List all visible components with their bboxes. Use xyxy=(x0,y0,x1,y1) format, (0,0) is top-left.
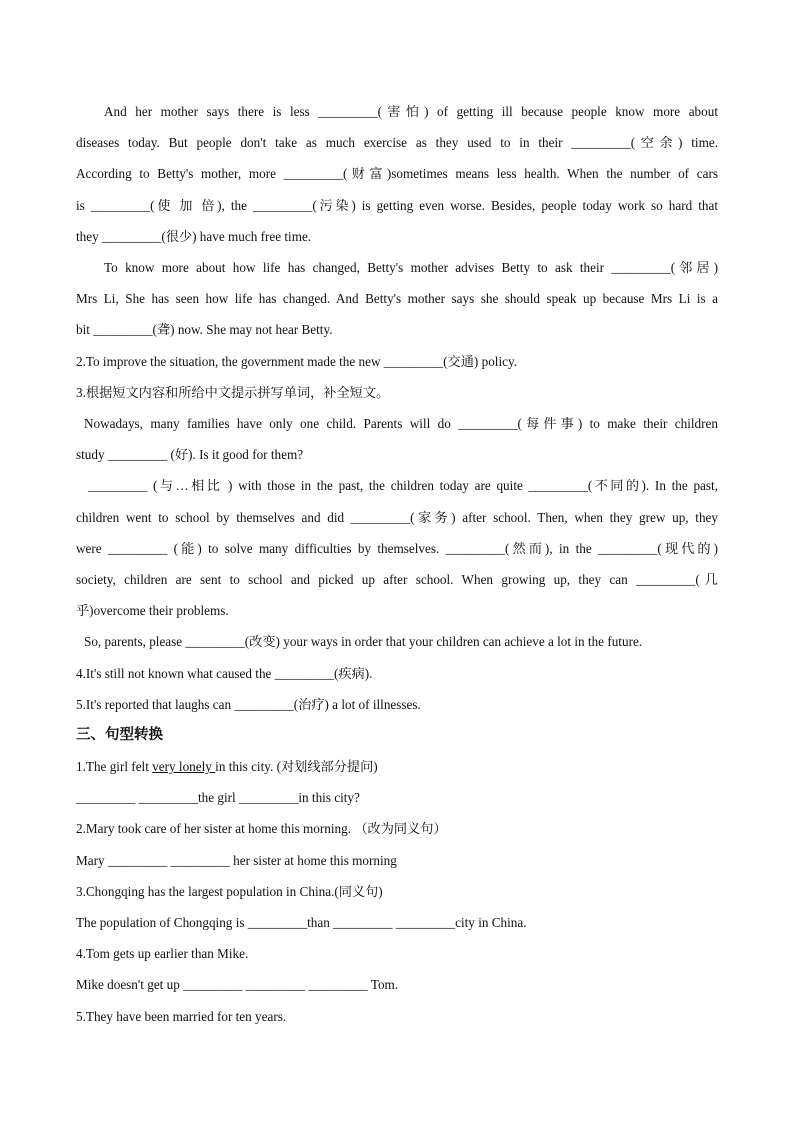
transform-q2-answer: Mary _________ _________ her sister at home this morning xyxy=(76,853,397,868)
passage-line: To know more about how life has changed, Betty's mother advises Betty to ask their _________(邻居) xyxy=(104,260,718,275)
transform-q4-answer: Mike doesn't get up _________ _________ _________ Tom. xyxy=(76,977,399,992)
transform-q1-prompt: 1.The girl felt very lonely in this city. (对划线部分提问) xyxy=(76,759,378,774)
passage-line: _________ (与…相比 ) with those in the past, the children today are quite _________(不同的). In the past, xyxy=(88,478,718,493)
question-4: 4.It's still not known what caused the _________(疾病). xyxy=(76,666,373,681)
passage-line: So, parents, please _________(改变) your ways in order that your children can achieve a lot in the future. xyxy=(84,634,643,649)
passage-line: were _________ (能) to solve many difficulties by themselves. _________(然而), in the _________(现代的) xyxy=(76,541,718,556)
passage-line: 乎)overcome their problems. xyxy=(76,603,229,618)
transform-q2-prompt: 2.Mary took care of her sister at home this morning. （改为同义句） xyxy=(76,821,447,836)
transform-q3-answer: The population of Chongqing is _________than _________ _________city in China. xyxy=(76,915,527,930)
instruction-3: 3.根据短文内容和所给中文提示拼写单词，补全短文。 xyxy=(76,385,390,400)
transform-q4-prompt: 4.Tom gets up earlier than Mike. xyxy=(76,946,249,961)
passage-line: bit _________(聋) now. She may not hear Betty. xyxy=(76,322,333,337)
passage-line: they _________(很少) have much free time. xyxy=(76,229,312,244)
question-2: 2.To improve the situation, the government made the new _________(交通) policy. xyxy=(76,354,518,369)
passage-line: Nowadays, many families have only one child. Parents will do _________(每件事) to make their children xyxy=(84,416,718,431)
passage-line: is _________(使 加 倍), the _________(污染) is getting even worse. Besides, people today work so hard that xyxy=(76,198,718,213)
passage-line: children went to school by themselves and did _________(家务) after school. Then, when they grew up, they xyxy=(76,510,718,525)
question-5: 5.It's reported that laughs can _________(治疗) a lot of illnesses. xyxy=(76,697,421,712)
transform-q3-prompt: 3.Chongqing has the largest population in China.(同义句) xyxy=(76,884,383,899)
transform-q5-prompt: 5.They have been married for ten years. xyxy=(76,1009,287,1024)
passage-line: society, children are sent to school and picked up after school. When growing up, they can _________(几 xyxy=(76,572,718,587)
passage-line: And her mother says there is less _________(害怕) of getting ill because people know more about xyxy=(104,104,718,119)
passage-line: Mrs Li, She has seen how life has changed. And Betty's mother says she should speak up because Mrs Li is a xyxy=(76,291,718,306)
transform-q1-answer: _________ _________the girl _________in this city? xyxy=(76,790,360,805)
passage-line: According to Betty's mother, more _________(财富)sometimes means less health. When the number of cars xyxy=(76,166,718,181)
section-title: 三、句型转换 xyxy=(76,727,163,743)
passage-line: study _________ (好). Is it good for them? xyxy=(76,447,304,462)
underlined-phrase: very lonely xyxy=(152,759,216,774)
passage-line: diseases today. But people don't take as much exercise as they used to in their _________(空余) time. xyxy=(76,135,718,150)
